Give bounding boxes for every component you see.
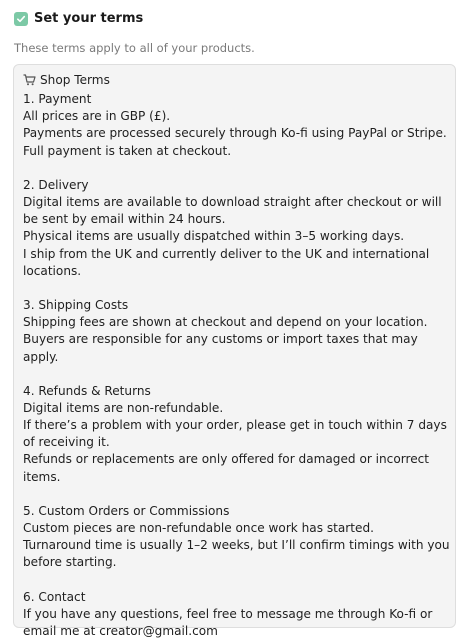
- set-terms-checkbox[interactable]: [14, 12, 28, 26]
- shopping-cart-icon: [23, 74, 36, 91]
- terms-heading: Shop Terms: [40, 73, 110, 87]
- checkmark-icon: [16, 14, 26, 24]
- set-terms-title[interactable]: Set your terms: [34, 11, 144, 26]
- terms-content: [23, 72, 455, 640]
- terms-textarea[interactable]: [13, 64, 456, 638]
- terms-subtitle: These terms apply to all of your products.: [14, 41, 255, 55]
- terms-body: 1. Payment All prices are in GBP (£). Payments are processed securely through Ko-fi using PayPal or Stripe. Full payment is taken at checkout. 2. Delivery Digital items are available to download straight after checkout or will be sent by email within 24 hours. Physical items are usually dispatched within 3–5 working days. I ship from the UK and currently deliver to the UK and international locations. 3. Shipping Costs Shipping fees are shown at checkout and depend on your location. Buyers are responsible for any customs or import taxes that may apply. 4. Refunds & Returns Digital items are non-refundable. If there’s a problem with your order, please get in touch within 7 days of receiving it. Refunds or replacements are only offered for damaged or incorrect items. 5. Custom Orders or Commissions Custom pieces are non-refundable once work has started. Turnaround time is usually 1–2 weeks, but I’ll confirm timings with you before starting. 6. Contact If you have any questions, feel free to message me through Ko-fi or email me at creator@gmail.com: [23, 92, 450, 638]
- terms-header: [14, 11, 143, 26]
